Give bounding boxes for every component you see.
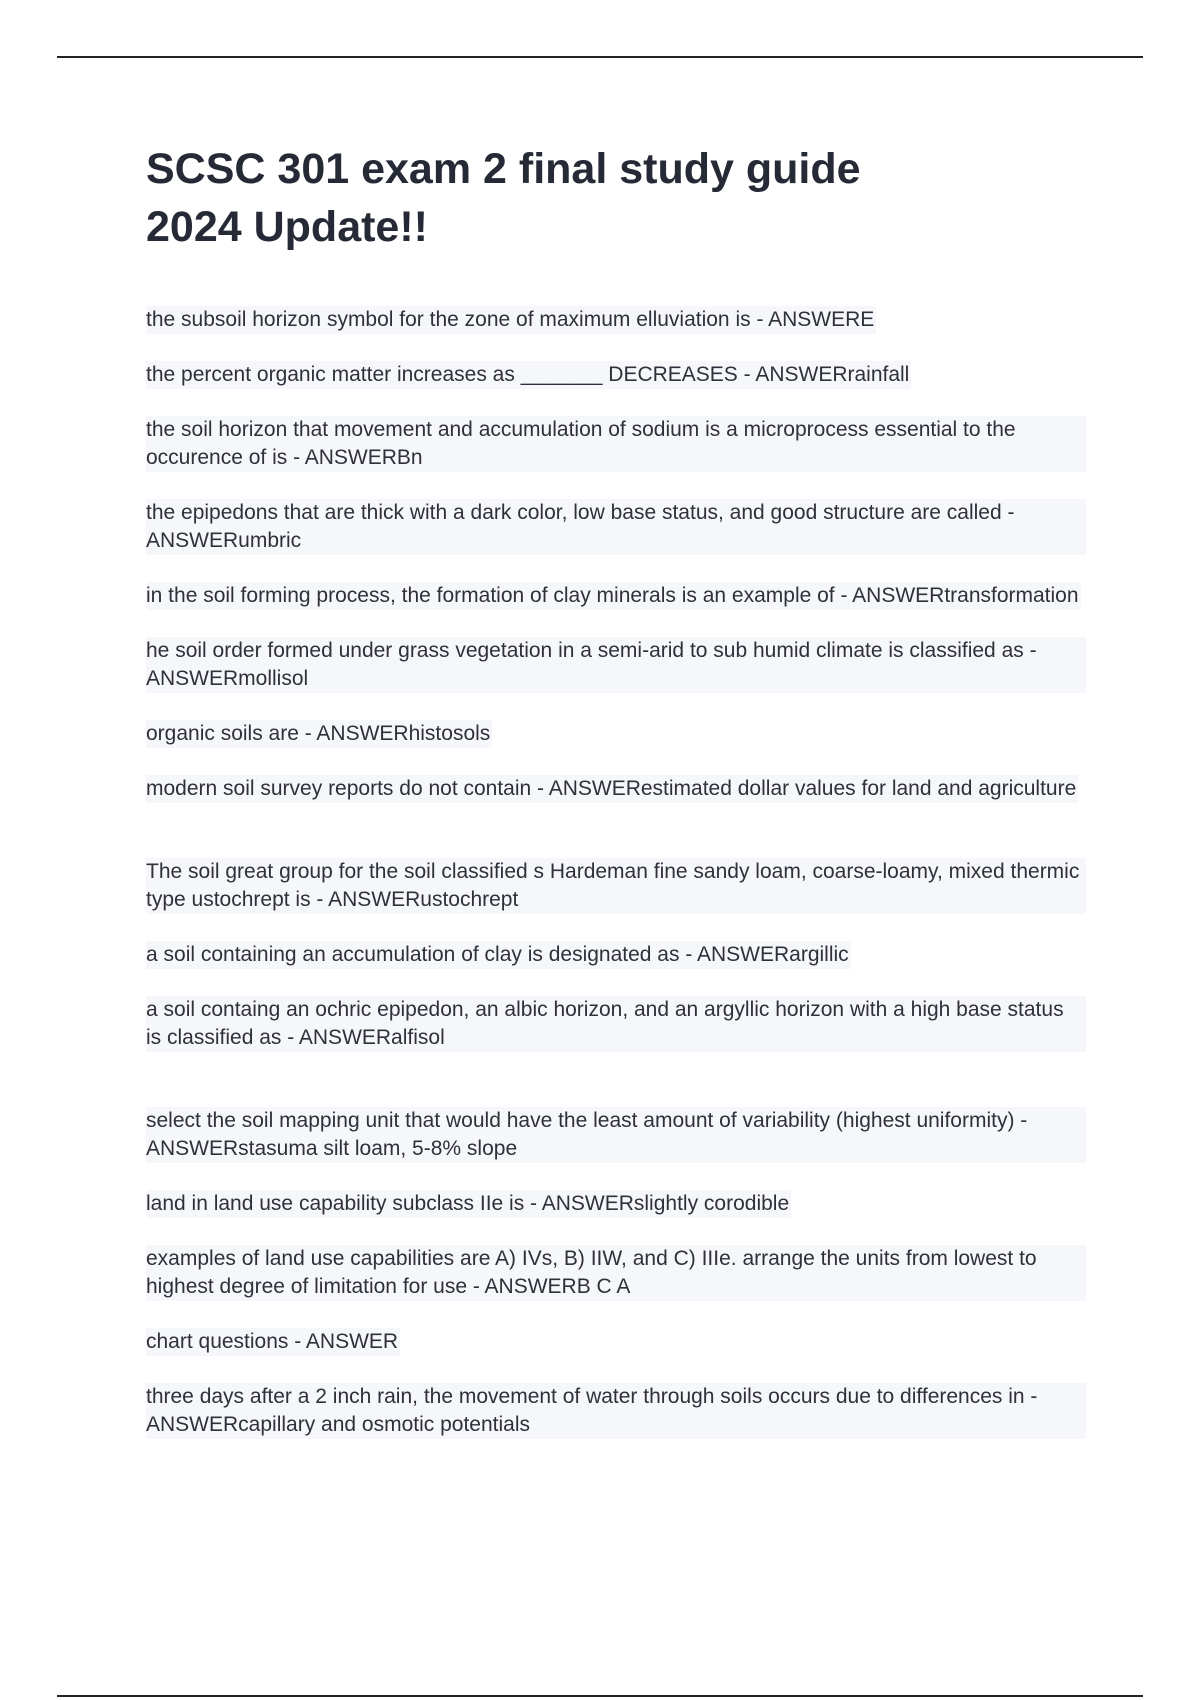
qa-text: a soil containing an accumulation of clay is designated as - ANSWERargillic bbox=[146, 941, 851, 969]
list-item bbox=[146, 499, 1086, 555]
list-item bbox=[146, 1190, 1086, 1218]
qa-text: organic soils are - ANSWERhistosols bbox=[146, 720, 492, 748]
list-item bbox=[146, 1328, 1086, 1356]
list-item bbox=[146, 1107, 1086, 1163]
qa-text: the soil horizon that movement and accumulation of sodium is a microprocess essential to the occurence of is - ANSWERBn bbox=[146, 416, 1086, 472]
list-item bbox=[146, 361, 1086, 389]
title-line-1: SCSC 301 exam 2 final study guide bbox=[146, 145, 861, 193]
qa-text: three days after a 2 inch rain, the movement of water through soils occurs due to differences in - ANSWERcapillary and osmotic potentials bbox=[146, 1383, 1086, 1439]
bottom-rule bbox=[57, 1695, 1143, 1697]
list-item bbox=[146, 637, 1086, 693]
qa-text: The soil great group for the soil classified s Hardeman fine sandy loam, coarse-loamy, mixed thermic type ustochrept is - ANSWERustochrept bbox=[146, 858, 1086, 914]
list-item bbox=[146, 941, 1086, 969]
qa-text: the epipedons that are thick with a dark color, low base status, and good structure are called - ANSWERumbric bbox=[146, 499, 1086, 555]
qa-text: in the soil forming process, the formation of clay minerals is an example of - ANSWERtransformation bbox=[146, 582, 1081, 610]
document-body bbox=[146, 140, 1086, 1466]
qa-text: chart questions - ANSWER bbox=[146, 1328, 400, 1356]
qa-text: modern soil survey reports do not contain - ANSWERestimated dollar values for land and agriculture bbox=[146, 775, 1078, 803]
list-item bbox=[146, 306, 1086, 334]
qa-text: the percent organic matter increases as _______ DECREASES - ANSWERrainfall bbox=[146, 361, 911, 389]
list-item bbox=[146, 858, 1086, 914]
qa-text: select the soil mapping unit that would have the least amount of variability (highest uniformity) - ANSWERstasuma silt loam, 5-8% slope bbox=[146, 1107, 1086, 1163]
list-item bbox=[146, 1245, 1086, 1301]
qa-text: the subsoil horizon symbol for the zone of maximum elluviation is - ANSWERE bbox=[146, 306, 876, 334]
list-item bbox=[146, 720, 1086, 748]
qa-text: a soil containg an ochric epipedon, an albic horizon, and an argyllic horizon with a high base status is classified as - ANSWERalfisol bbox=[146, 996, 1086, 1052]
top-rule bbox=[57, 56, 1143, 58]
list-item bbox=[146, 416, 1086, 472]
qa-text: land in land use capability subclass IIe is - ANSWERslightly corodible bbox=[146, 1190, 791, 1218]
list-item bbox=[146, 582, 1086, 610]
qa-text: he soil order formed under grass vegetation in a semi-arid to sub humid climate is classified as - ANSWERmollisol bbox=[146, 637, 1086, 693]
qa-text: examples of land use capabilities are A) IVs, B) IIW, and C) IIIe. arrange the units from lowest to highest degree of limitation for use - ANSWERB C A bbox=[146, 1245, 1086, 1301]
page-title bbox=[146, 140, 1086, 256]
list-item bbox=[146, 775, 1086, 803]
title-line-2: 2024 Update!! bbox=[146, 203, 428, 251]
list-item bbox=[146, 1383, 1086, 1439]
list-item bbox=[146, 996, 1086, 1052]
